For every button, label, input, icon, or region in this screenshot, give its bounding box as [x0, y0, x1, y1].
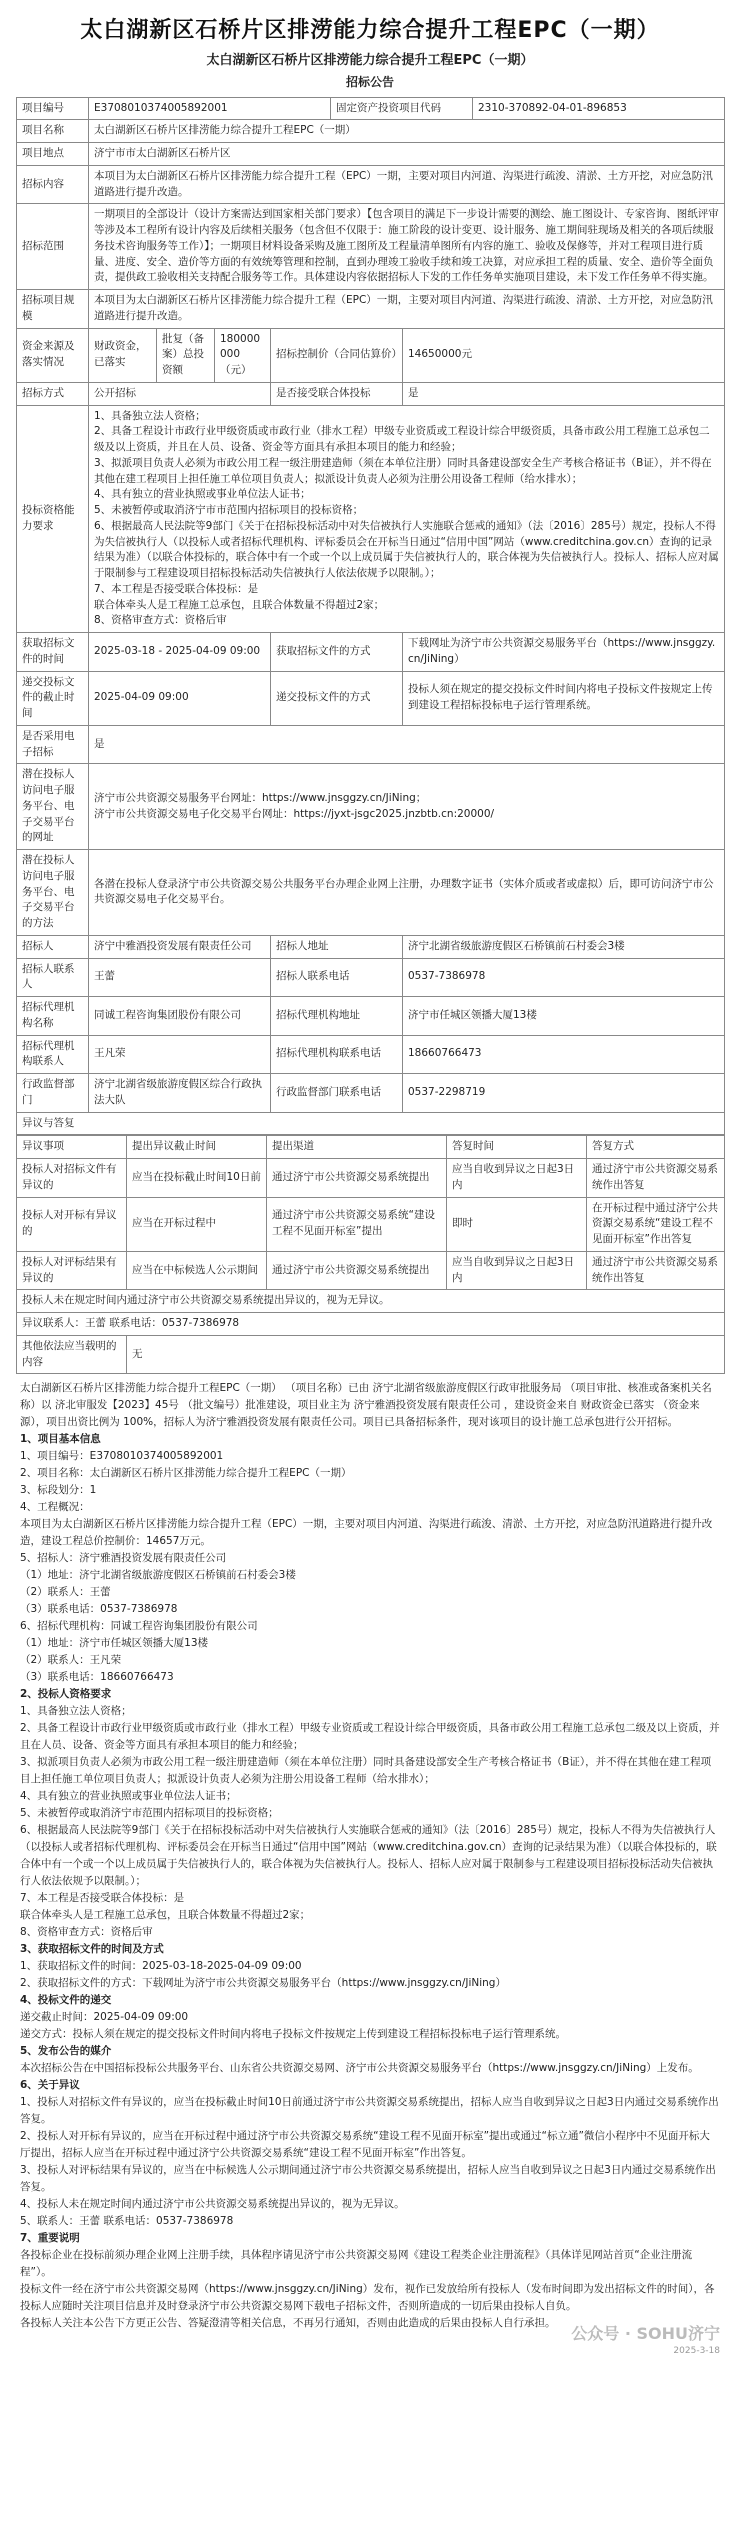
agent-addr-label: 招标代理机构地址 — [271, 997, 403, 1036]
table-row — [17, 1159, 725, 1198]
notice-line: 投标文件一经在济宁市公共资源交易网（https://www.jnsggzy.cn/JiNing）发布，视作已发放给所有投标人（发布时间即为发出招标文件的时间），各投标人应随时关注项目信息并及时登录济宁市公共资源交易网下载电子招标文件，否则所造成的一切后果由投标人自负。 — [20, 2283, 715, 2313]
tenderer-label: 招标人 — [17, 935, 89, 958]
notice-line: （2）联系人：王蕾 — [20, 1586, 111, 1599]
tenderer-addr-value: 济宁北湖省级旅游度假区石桥镇前石村委会3楼 — [403, 935, 725, 958]
approval-label: 批复（备案）总投资额 — [157, 328, 215, 382]
agent-contact-label: 招标代理机构联系人 — [17, 1035, 89, 1074]
scale-value: 本项目为太白湖新区石桥片区排涝能力综合提升工程（EPC）一期，主要对项目内河道、沟渠进行疏浚、清淤、土方开挖，对应急防汛道路进行提升改造。 — [89, 290, 725, 329]
table-row — [17, 290, 725, 329]
qualify-line: 5、未被暂停或取消济宁市市范围内招标项目的投标资格； — [94, 504, 364, 516]
notice-line: 4、具有独立的营业执照或事业单位法人证书； — [20, 1790, 237, 1803]
objection-table — [16, 1135, 725, 1374]
qualify-label: 投标资格能力要求 — [17, 405, 89, 633]
agent-value: 同诚工程咨询集团股份有限公司 — [89, 997, 271, 1036]
table-row — [17, 935, 725, 958]
register-label: 潜在投标人访问电子服务平台、电子交易平台的方法 — [17, 850, 89, 936]
location-value: 济宁市市太白湖新区石桥片区 — [89, 143, 725, 166]
objection-contact: 异议联系人：王蕾 联系电话：0537-7386978 — [17, 1313, 725, 1336]
table-row — [17, 764, 725, 850]
method-value: 公开招标 — [89, 382, 271, 405]
notice-line: 7、本工程是否接受联合体投标：是 — [20, 1892, 185, 1905]
table-row — [17, 997, 725, 1036]
consortium-value: 是 — [403, 382, 725, 405]
tenderer-phone-value: 0537-7386978 — [403, 958, 725, 997]
supervise-label: 行政监督部门 — [17, 1074, 89, 1113]
notice-intro: 太白湖新区石桥片区排涝能力综合提升工程EPC（一期） （项目名称）已由 济宁北湖省级旅游度假区行政审批服务局 （项目审批、核准或备案机关名称）以 济北审服发【2023】45号 （批文编号）批准建设，项目业主为 济宁雅酒投资发展有限责任公司 ，建设资金来自 财政资金已落实 （资金来源），项目出资比例为 100%，招标人为济宁雅酒投资发展有限责任公司。项目已具备招标条件，现对该项目的设计施工总承包进行公开招标。 — [20, 1382, 712, 1429]
notice-line: （2）联系人：王凡荣 — [20, 1654, 122, 1667]
qualify-line: 2、具备工程设计市政行业甲级资质或市政行业（排水工程）甲级专业资质或工程设计综合甲级资质，具备市政公用工程施工总承包二级及以上资质，并且在人员、设备、资金等方面具有承担本项目的能力和经验； — [94, 425, 710, 453]
notice-line: 4、投标人未在规定时间内通过济宁市公共资源交易系统提出异议的，视为无异议。 — [20, 2198, 405, 2211]
project-name-value: 太白湖新区石桥片区排涝能力综合提升工程EPC（一期） — [89, 120, 725, 143]
notice-line: 3、标段划分：1 — [20, 1484, 97, 1497]
table-row — [17, 1074, 725, 1113]
table-row — [17, 120, 725, 143]
table-row — [17, 328, 725, 382]
table-row — [17, 1290, 725, 1313]
tenderer-addr-label: 招标人地址 — [271, 935, 403, 958]
get-time-label: 获取招标文件的时间 — [17, 633, 89, 672]
table-cell: 应当自收到异议之日起3日内 — [447, 1159, 587, 1198]
table-cell: 通过济宁市公共资源交易系统“建设工程不见面开标室”提出 — [267, 1197, 447, 1251]
consortium-label: 是否接受联合体投标 — [271, 382, 403, 405]
table-cell: 即时 — [447, 1197, 587, 1251]
table-cell: 投标人对开标有异议的 — [17, 1197, 127, 1251]
register-value: 各潜在投标人登录济宁市公共资源交易公共服务平台办理企业网上注册，办理数字证书（实体介质或者或虚拟）后，即可访问济宁市公共资源交易电子化交易平台。 — [89, 850, 725, 936]
table-cell: 通过济宁市公共资源交易系统作出答复 — [587, 1159, 725, 1198]
table-row — [17, 725, 725, 764]
submit-method-value: 投标人须在规定的提交投标文件时间内将电子投标文件按规定上传到建设工程招标投标电子运行管理系统。 — [403, 671, 725, 725]
notice-section-heading: 1、项目基本信息 — [20, 1433, 101, 1446]
notice-line: 3、投标人对评标结果有异议的，应当在中标候选人公示期间通过济宁市公共资源交易系统提出，招标人应当自收到异议之日起3日内通过交易系统作出答复。 — [20, 2164, 716, 2194]
notice-body — [16, 1374, 724, 2332]
notice-line: 2、具备工程设计市政行业甲级资质或市政行业（排水工程）甲级专业资质或工程设计综合甲级资质，具备市政公用工程施工总承包二级及以上资质，并且在人员、设备、资金等方面具有承担本项目的能力和经验； — [20, 1722, 720, 1752]
agent-phone-value: 18660766473 — [403, 1035, 725, 1074]
location-label: 项目地点 — [17, 143, 89, 166]
info-table — [16, 97, 725, 1136]
table-row — [17, 958, 725, 997]
agent-contact-value: 王凡荣 — [89, 1035, 271, 1074]
notice-line: （1）地址：济宁北湖省级旅游度假区石桥镇前石村委会3楼 — [20, 1569, 296, 1582]
platform-url[interactable]: 济宁市公共资源交易电子化交易平台网址：https://jyxt-jsgc2025.jnzbtb.cn:20000/ — [94, 807, 495, 820]
qualify-line: 联合体牵头人是工程施工总承包，且联合体数量不得超过2家； — [94, 598, 385, 611]
platform-label: 潜在投标人访问电子服务平台、电子交易平台的网址 — [17, 764, 89, 850]
tenderer-value: 济宁中雅酒投资发展有限责任公司 — [89, 935, 271, 958]
table-cell: 应当自收到异议之日起3日内 — [447, 1251, 587, 1290]
qualify-line: 1、具备独立法人资格； — [94, 409, 206, 422]
watermark-text: 公众号 · SOHU济宁 — [571, 2324, 720, 2344]
approval-value: 180000000（元） — [215, 328, 271, 382]
scope-label: 招标范围 — [17, 204, 89, 290]
electronic-value: 是 — [89, 725, 725, 764]
notice-type-label: 招标公告 — [345, 74, 394, 89]
notice-lines — [20, 1431, 720, 2332]
table-row — [17, 1251, 725, 1290]
notice-line: 1、获取招标文件的时间：2025-03-18-2025-04-09 09:00 — [20, 1960, 302, 1973]
notice-section-heading: 2、投标人资格要求 — [20, 1688, 112, 1701]
table-row — [17, 1035, 725, 1074]
fund-label: 资金来源及落实情况 — [17, 328, 89, 382]
get-method-value: 下载网址为济宁市公共资源交易服务平台（https://www.jnsggzy.cn/JiNing） — [403, 633, 725, 672]
notice-line: 递交截止时间：2025-04-09 09:00 — [20, 2011, 189, 2024]
qualify-value — [89, 405, 725, 633]
agent-label: 招标代理机构名称 — [17, 997, 89, 1036]
table-cell: 应当在开标过程中 — [127, 1197, 267, 1251]
table-cell: 投标人对评标结果有异议的 — [17, 1251, 127, 1290]
asset-code-label: 固定资产投资项目代码 — [331, 97, 473, 120]
notice-line: 2、投标人对开标有异议的，应当在开标过程中通过济宁市公共资源交易系统“建设工程不见面开标室”提出或通过“标立通”微信小程序中不见面开标大厅提出，招标人应当在开标过程中通过济宁公共资源交易系统“建设工程不见面开标室”作出答复。 — [20, 2130, 710, 2160]
notice-section-heading: 5、发布公告的媒介 — [20, 2045, 112, 2058]
qualify-line: 6、根据最高人民法院等9部门《关于在招标投标活动中对失信被执行人实施联合惩戒的通知》（法〔2016〕285号）规定，投标人不得为失信被执行人（以投标人或者招标代理机构、评标委员会在开标当日通过“信用中国”网站（www.creditchina.gov.cn）查询的记录结果为准）（以联合体投标的，联合体中有一个或一个以上成员属于失信被执行人的，联合体视为失信被执行人。投标人、招标人应对属于限制参与工程建设项目招标投标活动失信被执行人依法依规予以限制。）； — [94, 519, 719, 579]
table-row — [17, 1197, 725, 1251]
notice-section-heading: 6、关于异议 — [20, 2079, 80, 2092]
notice-line: （3）联系电话：0537-7386978 — [20, 1603, 178, 1616]
notice-line: （1）地址：济宁市任城区领播大厦13楼 — [20, 1637, 209, 1650]
supervise-phone-label: 行政监督部门联系电话 — [271, 1074, 403, 1113]
page-subtitle: 太白湖新区石桥片区排涝能力综合提升工程EPC（一期） — [206, 53, 534, 68]
supervise-phone-value: 0537-2298719 — [403, 1074, 725, 1113]
notice-line: 5、未被暂停或取消济宁市范围内招标项目的投标资格； — [20, 1807, 279, 1820]
asset-code-value: 2310-370892-04-01-896853 — [473, 97, 725, 120]
control-value: 14650000元 — [403, 328, 725, 382]
notice-section-heading: 3、获取招标文件的时间及方式 — [20, 1943, 164, 1956]
notice-line: 1、投标人对招标文件有异议的，应当在投标截止时间10日前通过济宁市公共资源交易系统提出，招标人应当自收到异议之日起3日内通过交易系统作出答复。 — [20, 2096, 719, 2126]
tenderer-phone-label: 招标人联系电话 — [271, 958, 403, 997]
content-label: 招标内容 — [17, 165, 89, 204]
table-cell: 投标人对招标文件有异议的 — [17, 1159, 127, 1198]
fund-value: 财政资金，已落实 — [89, 328, 157, 382]
table-row — [17, 143, 725, 166]
platform-value — [89, 764, 725, 850]
notice-section-heading: 4、投标文件的递交 — [20, 1994, 112, 2007]
scale-label: 招标项目规模 — [17, 290, 89, 329]
project-name-label: 项目名称 — [17, 120, 89, 143]
notice-line: 1、具备独立法人资格； — [20, 1705, 132, 1718]
tenderer-contact-label: 招标人联系人 — [17, 958, 89, 997]
page-title: 太白湖新区石桥片区排涝能力综合提升工程EPC（一期） — [80, 18, 660, 43]
submit-method-label: 递交投标文件的方式 — [271, 671, 403, 725]
method-label: 招标方式 — [17, 382, 89, 405]
electronic-label: 是否采用电子招标 — [17, 725, 89, 764]
project-code-label: 项目编号 — [17, 97, 89, 120]
notice-line: 递交方式：投标人须在规定的提交投标文件时间内将电子投标文件按规定上传到建设工程招标投标电子运行管理系统。 — [20, 2028, 566, 2041]
qualify-line: 8、资格审查方式：资格后审 — [94, 614, 227, 627]
notice-line: 2、项目名称：太白湖新区石桥片区排涝能力综合提升工程EPC（一期） — [20, 1467, 352, 1480]
notice-line: 6、根据最高人民法院等9部门《关于在招标投标活动中对失信被执行人实施联合惩戒的通知》（法〔2016〕285号）规定，投标人不得为失信被执行人（以投标人或者招标代理机构、评标委员会在开标当日通过“信用中国”网站（www.creditchina.gov.cn）查询的记录结果为准）（以联合体投标的，联合体中有一个或一个以上成员属于失信被执行人的，联合体视为失信被执行人。投标人、招标人应对属于限制参与工程建设项目招标投标活动失信被执行人依法依规予以限制。）； — [20, 1824, 717, 1888]
watermark-date: 2025-3-18 — [673, 2345, 720, 2356]
notice-line: 联合体牵头人是工程施工总承包，且联合体数量不得超过2家； — [20, 1909, 311, 1922]
table-cell: 在开标过程中通过济宁公共资源交易系统“建设工程不见面开标室”作出答复 — [587, 1197, 725, 1251]
notice-line: 2、获取招标文件的方式：下载网址为济宁市公共资源交易服务平台（https://www.jnsggzy.cn/JiNing） — [20, 1977, 506, 1990]
notice-line: 5、联系人：王蕾 联系电话：0537-7386978 — [20, 2215, 234, 2228]
table-row — [17, 382, 725, 405]
notice-line: 本项目为太白湖新区石桥片区排涝能力综合提升工程（EPC）一期，主要对项目内河道、沟渠进行疏浚、清淤、土方开挖，对应急防汛道路进行提升改造，建设工程总价控制价：14657万元。 — [20, 1518, 713, 1548]
platform-url[interactable]: 济宁市公共资源交易服务平台网址：https://www.jnsggzy.cn/JiNing； — [94, 791, 427, 804]
notice-line: 各投标企业在投标前须办理企业网上注册手续，具体程序请见济宁市公共资源交易网《建设工程类企业注册流程》（具体详见网站首页“企业注册流程”）。 — [20, 2249, 693, 2279]
table-row — [17, 1313, 725, 1336]
table-row — [17, 671, 725, 725]
table-row — [17, 1112, 725, 1135]
agent-addr-value: 济宁市任城区领播大厦13楼 — [403, 997, 725, 1036]
agent-phone-label: 招标代理机构联系电话 — [271, 1035, 403, 1074]
table-row — [17, 165, 725, 204]
project-code-value: E3708010374005892001 — [89, 97, 331, 120]
notice-line: 8、资格审查方式：资格后审 — [20, 1926, 153, 1939]
objection-title: 异议与答复 — [17, 1112, 725, 1135]
other-label: 其他依法应当载明的内容 — [17, 1335, 127, 1374]
notice-line: 1、项目编号：E3708010374005892001 — [20, 1450, 224, 1463]
table-row — [17, 405, 725, 633]
column-header: 答复时间 — [447, 1136, 587, 1159]
deadline-value: 2025-04-09 09:00 — [89, 671, 271, 725]
table-cell: 通过济宁市公共资源交易系统提出 — [267, 1159, 447, 1198]
table-row — [17, 204, 725, 290]
qualify-line: 4、具有独立的营业执照或事业单位法人证书； — [94, 488, 311, 501]
notice-line: 各投标人关注本公告下方更正公告、答疑澄清等相关信息，不再另行通知，否则由此造成的后果由投标人自行承担。 — [20, 2317, 556, 2330]
other-value: 无 — [127, 1335, 725, 1374]
deadline-label: 递交投标文件的截止时间 — [17, 671, 89, 725]
column-header: 提出渠道 — [267, 1136, 447, 1159]
column-header: 答复方式 — [587, 1136, 725, 1159]
column-header: 提出异议截止时间 — [127, 1136, 267, 1159]
table-cell: 通过济宁市公共资源交易系统作出答复 — [587, 1251, 725, 1290]
column-header: 异议事项 — [17, 1136, 127, 1159]
notice-line: （3）联系电话：18660766473 — [20, 1671, 174, 1684]
table-row — [17, 633, 725, 672]
qualify-line: 3、拟派项目负责人必须为市政公用工程一级注册建造师（须在本单位注册）同时具备建设部安全生产考核合格证书（B证），并不得在其他在建工程项目上担任施工单位项目负责人；拟派设计负责人必须为注册公用设备工程师（给水排水）； — [94, 456, 712, 485]
tenderer-contact-value: 王蕾 — [89, 958, 271, 997]
table-header-row — [17, 1136, 725, 1159]
table-row — [17, 850, 725, 936]
table-row — [17, 97, 725, 120]
notice-line: 3、拟派项目负责人必须为市政公用工程一级注册建造师（须在本单位注册）同时具备建设部安全生产考核合格证书（B证），并不得在其他在建工程项目上担任施工单位项目负责人；拟派设计负责人必须为注册公用设备工程师（给水排水）； — [20, 1756, 712, 1786]
get-time-value: 2025-03-18 - 2025-04-09 09:00 — [89, 633, 271, 672]
table-cell: 应当在中标候选人公示期间 — [127, 1251, 267, 1290]
get-method-label: 获取招标文件的方式 — [271, 633, 403, 672]
table-cell: 应当在投标截止时间10日前 — [127, 1159, 267, 1198]
notice-line: 6、招标代理机构：同诚工程咨询集团股份有限公司 — [20, 1620, 258, 1633]
notice-line: 4、工程概况： — [20, 1501, 90, 1514]
content-value: 本项目为太白湖新区石桥片区排涝能力综合提升工程（EPC）一期，主要对项目内河道、沟渠进行疏浚、清淤、土方开挖，对应急防汛道路进行提升改造。 — [89, 165, 725, 204]
notice-section-heading: 7、重要说明 — [20, 2232, 80, 2245]
supervise-value: 济宁北湖省级旅游度假区综合行政执法大队 — [89, 1074, 271, 1113]
table-row — [17, 1335, 725, 1374]
scope-value: 一期项目的全部设计（设计方案需达到国家相关部门要求）【包含项目的满足下一步设计需要的测绘、施工图设计、专家咨询、图纸评审等涉及本工程所有设计内容及后续相关服务（包含但不仅限于：施工阶段的设计变更、设计服务、施工期间驻现场及相关的各项后续服务技术咨询服务等工作）】；一期项目材料设备采购及施工图所及工程量清单图所有内容的施工、验收及保修等，并对工程项目进行质量、进度、安全、造价等方面的有效统筹管理和控制，直到办理竣工验收手续和竣工决算，对应承担工程的质量、安全、造价等全面负责，提供政工验收相关支持配合服务等工作。具体建设内容依据招标人下发的工作任务单实施项目建设，未下发工作任务单不得实施。 — [89, 204, 725, 290]
control-label: 招标控制价（合同估算价） — [271, 328, 403, 382]
table-cell: 通过济宁市公共资源交易系统提出 — [267, 1251, 447, 1290]
notice-line: 5、招标人：济宁雅酒投资发展有限责任公司 — [20, 1552, 227, 1565]
notice-line: 本次招标公告在中国招标投标公共服务平台、山东省公共资源交易网、济宁市公共资源交易服务平台（https://www.jnsggzy.cn/JiNing）上发布。 — [20, 2062, 699, 2075]
qualify-line: 7、本工程是否接受联合体投标：是 — [94, 582, 259, 595]
objection-note: 投标人未在规定时间内通过济宁市公共资源交易系统提出异议的，视为无异议。 — [17, 1290, 725, 1313]
